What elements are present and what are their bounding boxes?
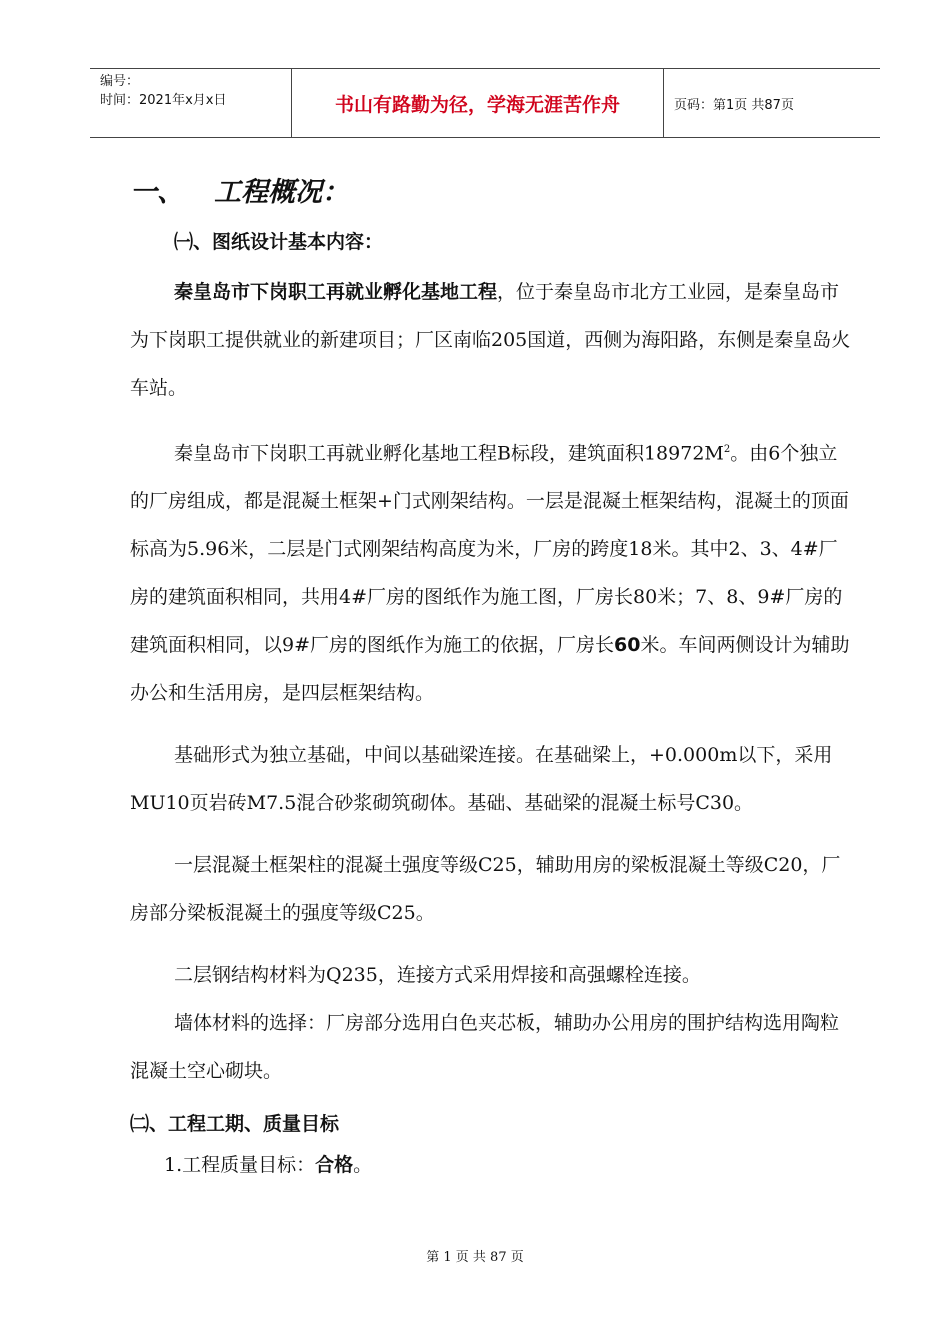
- header-meta: [90, 69, 292, 137]
- page-footer: 第 1 页 共 87 页: [426, 1250, 524, 1265]
- header-page-info: 页码：第1页 共87页: [674, 97, 794, 113]
- section-number: 一、: [130, 177, 184, 208]
- page-header: [90, 68, 880, 138]
- paragraph-2: [130, 426, 852, 717]
- paragraph-1-text: ，位于秦皇岛市北方工业园，是秦皇岛市为下岗职工提供就业的新建项目；厂区南临205国道，西侧为海阳路，东侧是秦皇岛火车站。: [130, 281, 851, 399]
- header-motto: 书山有路勤为径，学海无涯苦作舟: [292, 69, 664, 137]
- area-superscript: 2: [723, 444, 731, 455]
- subsection-heading-2: ㈡、工程工期、质量目标: [130, 1113, 340, 1136]
- subsection-heading-1: ㈠、图纸设计基本内容：: [174, 231, 384, 253]
- paragraph-3: 基础形式为独立基础，中间以基础梁连接。在基础梁上，+0.000m以下，采用MU10页岩砖M7.5混合砂浆砌筑砌体。基础、基础梁的混凝土标号C30。: [130, 744, 833, 815]
- document-body: [130, 160, 852, 1177]
- paragraph-5: 二层钢结构材料为Q235，连接方式采用焊接和高强螺栓连接。: [174, 964, 701, 987]
- paragraph-2-text-c: 米。车间两侧设计为辅助办公和生活用房，是四层框架结构。: [130, 634, 850, 705]
- paragraph-1: [130, 268, 852, 412]
- list-item-value: 合格: [315, 1154, 354, 1177]
- list-item: [164, 1150, 852, 1177]
- project-name: 秦皇岛市下岗职工再就业孵化基地工程: [174, 281, 498, 303]
- list-item-label: 1.工程质量目标：: [164, 1154, 316, 1177]
- paragraph-4: 一层混凝土框架柱的混凝土强度等级C25，辅助用房的梁板混凝土等级C20，厂房部分梁板混凝土的强度等级C25。: [130, 854, 841, 925]
- paragraph-6: 墙体材料的选择：厂房部分选用白色夹芯板，辅助办公用房的围护结构选用陶粒混凝土空心砌块。: [130, 1012, 840, 1083]
- document-time: 时间：2021年x月x日: [100, 93, 227, 108]
- list-item-end: 。: [353, 1154, 373, 1177]
- document-number-label: 编号：: [100, 74, 140, 89]
- paragraph-2-text-b: 。由6个独立的厂房组成，都是混凝土框架+门式刚架结构。一层是混凝土框架结构，混凝土的顶面标高为5.96米，二层是门式刚架结构高度为米，厂房的跨度18米。其中2、3、4#厂房的建筑面积相同，共用4#厂房的图纸作为施工图，厂房长80米；7、8、9#厂房的建筑面积相同，以9#厂房的图纸作为施工的依据，厂房长: [130, 442, 849, 657]
- section-heading: [130, 170, 852, 209]
- paragraph-2-text-a: 秦皇岛市下岗职工再就业孵化基地工程B标段，建筑面积18972M: [174, 442, 724, 465]
- section-title: 工程概况：: [214, 177, 349, 208]
- length-value: 60: [614, 634, 641, 657]
